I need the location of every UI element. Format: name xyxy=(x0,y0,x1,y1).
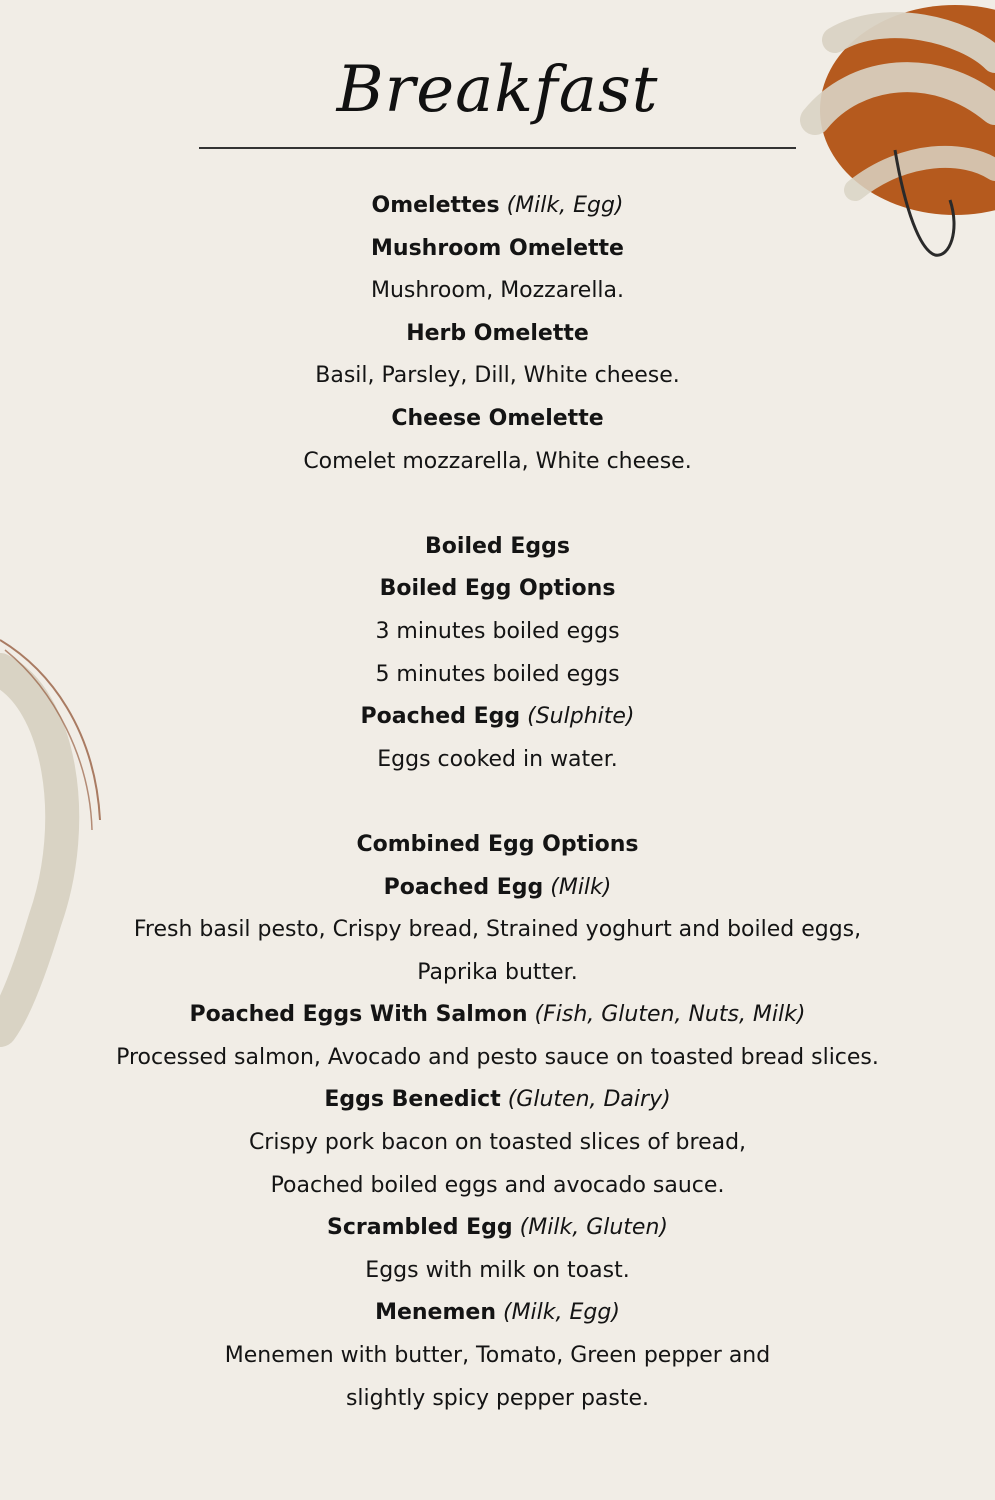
allergen-note: (Fish, Gluten, Nuts, Milk) xyxy=(534,1002,806,1028)
menu-item-heading xyxy=(0,568,995,611)
menu-item-name: Combined Egg Options xyxy=(356,831,639,857)
menu-item-name: Boiled Egg Options xyxy=(379,576,616,602)
menu-item-heading xyxy=(0,824,995,867)
menu-item-name: Scrambled Egg xyxy=(327,1215,513,1241)
menu-item-name: Cheese Omelette xyxy=(391,405,604,431)
menu-item-description: slightly spicy pepper paste. xyxy=(345,1385,650,1411)
menu-item-heading xyxy=(0,1079,995,1122)
allergen-note: (Sulphite) xyxy=(527,704,635,730)
menu-item-heading xyxy=(0,1292,995,1335)
allergen-note: (Gluten, Dairy) xyxy=(507,1087,671,1113)
section-spacer xyxy=(0,781,995,824)
menu-item-heading xyxy=(0,867,995,910)
menu-item-description: 5 minutes boiled eggs xyxy=(375,661,620,687)
menu-item-description: 3 minutes boiled eggs xyxy=(375,618,620,644)
menu-item-name: Menemen xyxy=(375,1300,496,1326)
menu-item-heading xyxy=(0,185,995,228)
menu-item-description: Menemen with butter, Tomato, Green pepper and xyxy=(224,1343,771,1369)
menu-item-heading xyxy=(0,994,995,1037)
menu-item-heading xyxy=(0,526,995,569)
menu-item-description: Eggs cooked in water. xyxy=(377,746,618,772)
menu-item-name: Mushroom Omelette xyxy=(371,235,624,261)
menu-title: Breakfast xyxy=(336,53,659,127)
menu-item-description: Processed salmon, Avocado and pesto sauce on toasted bread slices. xyxy=(116,1044,879,1070)
menu-item-name: Poached Egg xyxy=(360,704,521,730)
menu-item-name: Boiled Eggs xyxy=(425,533,570,559)
menu-item-heading xyxy=(0,228,995,271)
allergen-note: (Milk) xyxy=(550,874,612,900)
menu-item-name: Herb Omelette xyxy=(406,320,589,346)
menu-item-name: Poached Egg xyxy=(383,874,544,900)
allergen-note: (Milk, Egg) xyxy=(506,193,624,218)
menu-item-description: Mushroom, Mozzarella. xyxy=(370,278,625,304)
menu-item-heading xyxy=(0,1207,995,1250)
menu-item-name: Poached Eggs With Salmon xyxy=(189,1002,528,1028)
menu-item-description: Fresh basil pesto, Crispy bread, Strained yoghurt and boiled eggs, xyxy=(133,917,862,943)
menu-list xyxy=(0,185,995,1420)
menu-item-description: Comelet mozzarella, White cheese. xyxy=(303,448,692,474)
menu-item-description: Poached boiled eggs and avocado sauce. xyxy=(270,1172,725,1198)
title-divider xyxy=(199,147,796,149)
menu-item-heading xyxy=(0,696,995,739)
menu-item-heading xyxy=(0,398,995,441)
allergen-note: (Milk, Gluten) xyxy=(519,1215,668,1241)
menu-item-name: Eggs Benedict xyxy=(324,1087,501,1113)
menu-item-description: Crispy pork bacon on toasted slices of bread, xyxy=(248,1130,747,1156)
menu-item-name: Omelettes xyxy=(371,193,500,218)
menu-item-description: Paprika butter. xyxy=(417,959,578,985)
menu-item-description: Eggs with milk on toast. xyxy=(365,1257,630,1283)
menu-item-heading xyxy=(0,313,995,356)
section-spacer xyxy=(0,483,995,526)
allergen-note: (Milk, Egg) xyxy=(502,1300,620,1326)
menu-item-description: Basil, Parsley, Dill, White cheese. xyxy=(315,363,680,389)
